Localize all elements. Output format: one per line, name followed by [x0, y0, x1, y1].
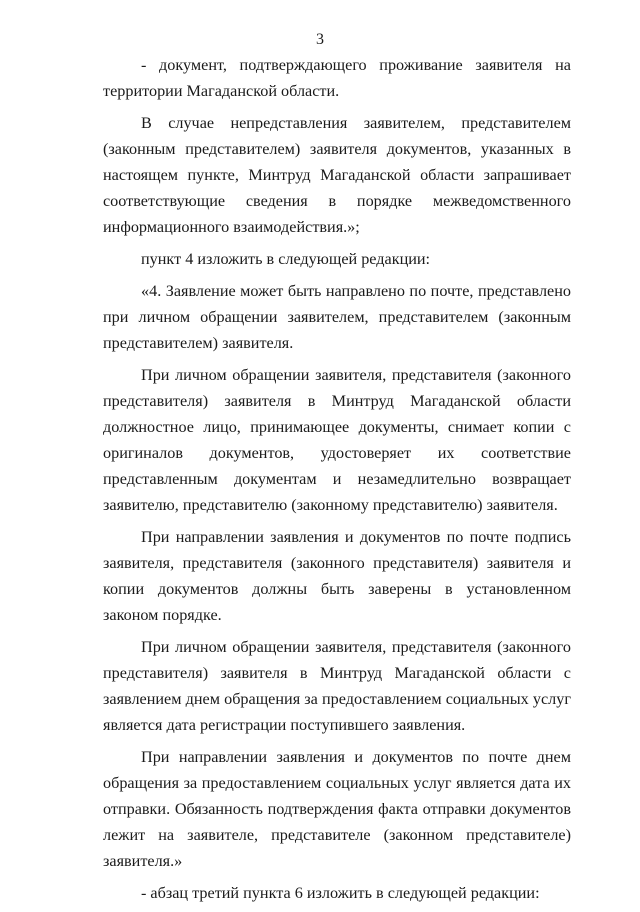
paragraph-interagency-request: В случае непредставления заявителем, представителем (законным представителем) заявителя документов, указанных в настоящем пункте, Минтруд Магаданской области запрашивает соответствующие сведения в порядке межведомственного информационного взаимодействия.»;	[103, 114, 571, 236]
paragraph-personal-visit-date: При личном обращении заявителя, представителя (законного представителя) заявителя в Минтруд Магаданской области с заявлением днем обращения за предоставлением социальных услуг является дата регистрации поступившего заявления.	[103, 638, 571, 734]
paragraph-residence-document: - документ, подтверждающего проживание заявителя на территории Магаданской области.	[103, 56, 571, 100]
page-number: 3	[316, 31, 324, 48]
paragraph-personal-visit-copies: При личном обращении заявителя, представителя (законного представителя) заявителя в Минтруд Магаданской области должностное лицо, принимающее документы, снимает копии с оригиналов документов, удостоверяет их соответствие представленным документам и незамедлительно возвращает заявителю, представителю (законному представителю) заявителя.	[103, 366, 571, 514]
paragraph-item-6-intro: - абзац третий пункта 6 изложить в следующей редакции:	[141, 884, 540, 902]
paragraph-postal-certification: При направлении заявления и документов по почте подпись заявителя, представителя (законного представителя) заявителя и копии документов должны быть заверены в установленном законом порядке.	[103, 528, 571, 624]
paragraph-application-submission: «4. Заявление может быть направлено по почте, представлено при личном обращении заявителем, представителем (законным представителем) заявителя.	[103, 282, 571, 352]
document-body	[103, 52, 571, 912]
paragraph-postal-date: При направлении заявления и документов по почте днем обращения за предоставлением социальных услуг является дата их отправки. Обязанность подтверждения факта отправки документов лежит на заявителе, представителе (законном представителе) заявителя.»	[103, 748, 571, 870]
paragraph-item-4-intro: пункт 4 изложить в следующей редакции:	[141, 250, 431, 268]
